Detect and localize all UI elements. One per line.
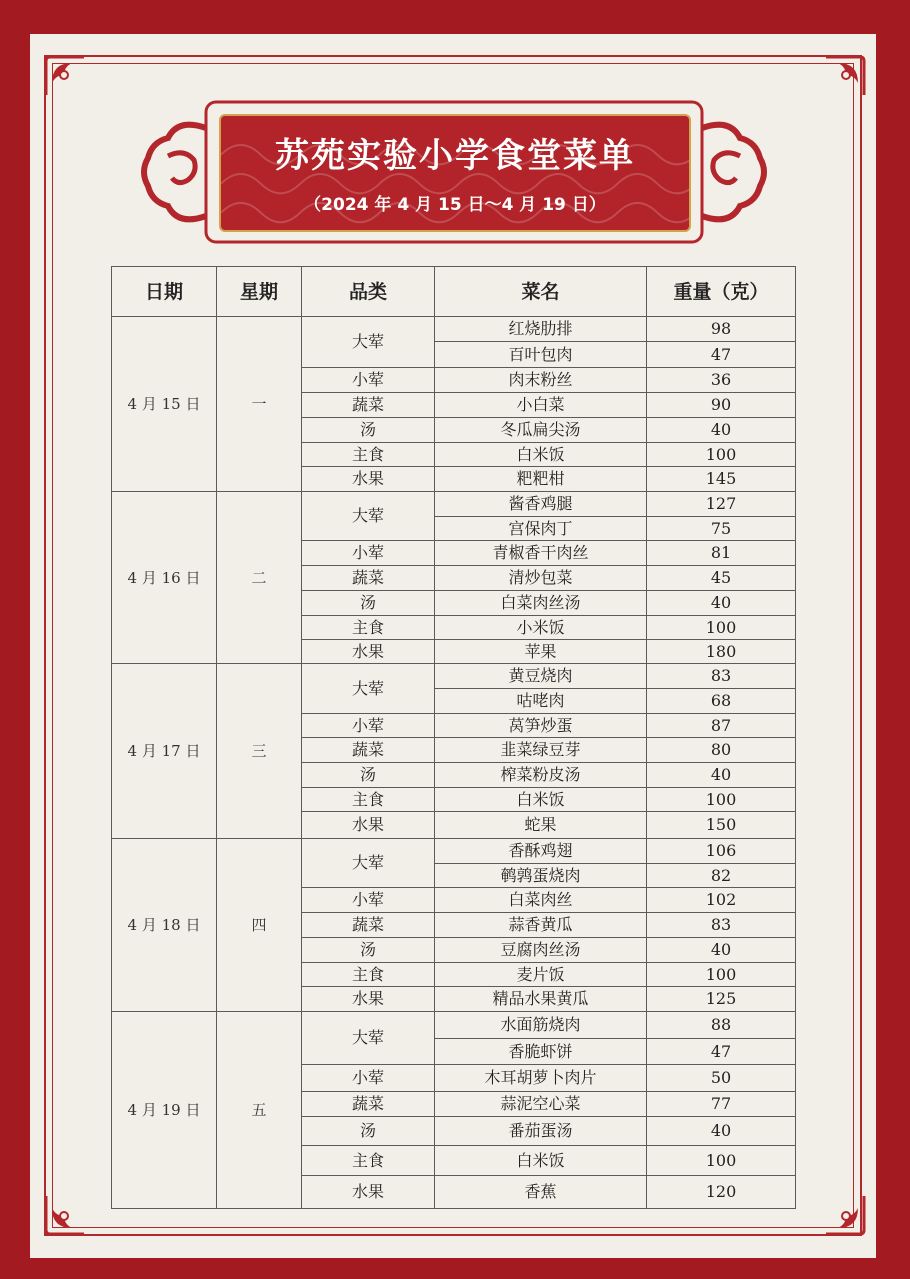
weight-cell: 40 xyxy=(647,591,796,616)
weight-cell: 47 xyxy=(647,1039,796,1065)
category-cell: 汤 xyxy=(302,591,435,616)
dish-cell: 香酥鸡翅 xyxy=(435,839,647,864)
header-weight: 重量（克） xyxy=(647,267,796,317)
page-title: 苏苑实验小学食堂菜单 xyxy=(275,136,635,176)
header-dish: 菜名 xyxy=(435,267,647,317)
weight-cell: 80 xyxy=(647,738,796,763)
weight-cell: 81 xyxy=(647,541,796,566)
weight-cell: 90 xyxy=(647,393,796,418)
category-cell: 水果 xyxy=(302,467,435,492)
weight-cell: 77 xyxy=(647,1092,796,1117)
weekday-cell: 二 xyxy=(217,492,302,664)
weight-cell: 100 xyxy=(647,1146,796,1176)
dish-cell: 蒜泥空心菜 xyxy=(435,1092,647,1117)
weight-cell: 180 xyxy=(647,640,796,664)
weight-cell: 100 xyxy=(647,443,796,467)
category-cell: 水果 xyxy=(302,987,435,1012)
dish-cell: 白菜肉丝 xyxy=(435,888,647,913)
corner-ornament-bottom-left xyxy=(42,1192,88,1238)
weight-cell: 100 xyxy=(647,616,796,640)
category-cell: 汤 xyxy=(302,763,435,788)
weight-cell: 120 xyxy=(647,1176,796,1209)
dish-cell: 鹌鹑蛋烧肉 xyxy=(435,864,647,888)
date-range-subtitle: （2024 年 4 月 15 日～4 月 19 日） xyxy=(304,195,606,215)
date-cell: 4 月 17 日 xyxy=(112,664,217,839)
category-cell: 主食 xyxy=(302,788,435,812)
weight-cell: 75 xyxy=(647,517,796,541)
weight-cell: 100 xyxy=(647,963,796,987)
dish-cell: 清炒包菜 xyxy=(435,566,647,591)
weight-cell: 127 xyxy=(647,492,796,517)
dish-cell: 白菜肉丝汤 xyxy=(435,591,647,616)
category-cell: 蔬菜 xyxy=(302,566,435,591)
menu-table-body xyxy=(112,317,796,1209)
weekday-cell: 四 xyxy=(217,839,302,1012)
title-banner xyxy=(219,114,691,232)
dish-cell: 小白菜 xyxy=(435,393,647,418)
category-cell: 蔬菜 xyxy=(302,393,435,418)
category-cell: 汤 xyxy=(302,418,435,443)
category-cell: 蔬菜 xyxy=(302,738,435,763)
header-category: 品类 xyxy=(302,267,435,317)
table-header-row xyxy=(112,267,796,317)
dish-cell: 香脆虾饼 xyxy=(435,1039,647,1065)
dish-cell: 蛇果 xyxy=(435,812,647,839)
dish-cell: 冬瓜扁尖汤 xyxy=(435,418,647,443)
dish-cell: 香蕉 xyxy=(435,1176,647,1209)
weight-cell: 87 xyxy=(647,714,796,738)
dish-cell: 番茄蛋汤 xyxy=(435,1117,647,1146)
corner-ornament-top-right xyxy=(822,53,868,99)
dish-cell: 木耳胡萝卜肉片 xyxy=(435,1065,647,1092)
weight-cell: 68 xyxy=(647,689,796,714)
weight-cell: 40 xyxy=(647,1117,796,1146)
category-cell: 小荤 xyxy=(302,541,435,566)
dish-cell: 精品水果黄瓜 xyxy=(435,987,647,1012)
dish-cell: 粑粑柑 xyxy=(435,467,647,492)
dish-cell: 白米饭 xyxy=(435,1146,647,1176)
weekday-cell: 一 xyxy=(217,317,302,492)
weight-cell: 40 xyxy=(647,418,796,443)
table-row xyxy=(112,664,796,689)
dish-cell: 宫保肉丁 xyxy=(435,517,647,541)
category-cell: 主食 xyxy=(302,443,435,467)
weight-cell: 88 xyxy=(647,1012,796,1039)
category-cell: 水果 xyxy=(302,1176,435,1209)
category-cell: 大荤 xyxy=(302,492,435,541)
weight-cell: 36 xyxy=(647,368,796,393)
dish-cell: 肉末粉丝 xyxy=(435,368,647,393)
date-cell: 4 月 15 日 xyxy=(112,317,217,492)
category-cell: 大荤 xyxy=(302,664,435,714)
category-cell: 大荤 xyxy=(302,1012,435,1065)
weight-cell: 50 xyxy=(647,1065,796,1092)
dish-cell: 麦片饭 xyxy=(435,963,647,987)
dish-cell: 蒜香黄瓜 xyxy=(435,913,647,938)
dish-cell: 红烧肋排 xyxy=(435,317,647,342)
weight-cell: 102 xyxy=(647,888,796,913)
dish-cell: 百叶包肉 xyxy=(435,342,647,368)
category-cell: 水果 xyxy=(302,640,435,664)
weight-cell: 98 xyxy=(647,317,796,342)
dish-cell: 白米饭 xyxy=(435,788,647,812)
weight-cell: 100 xyxy=(647,788,796,812)
category-cell: 小荤 xyxy=(302,368,435,393)
dish-cell: 韭菜绿豆芽 xyxy=(435,738,647,763)
category-cell: 小荤 xyxy=(302,888,435,913)
category-cell: 主食 xyxy=(302,1146,435,1176)
dish-cell: 豆腐肉丝汤 xyxy=(435,938,647,963)
table-row xyxy=(112,317,796,342)
date-cell: 4 月 16 日 xyxy=(112,492,217,664)
table-row xyxy=(112,1012,796,1039)
category-cell: 小荤 xyxy=(302,714,435,738)
dish-cell: 黄豆烧肉 xyxy=(435,664,647,689)
weight-cell: 125 xyxy=(647,987,796,1012)
header-weekday: 星期 xyxy=(217,267,302,317)
weight-cell: 40 xyxy=(647,938,796,963)
category-cell: 小荤 xyxy=(302,1065,435,1092)
category-cell: 主食 xyxy=(302,616,435,640)
category-cell: 水果 xyxy=(302,812,435,839)
header-date: 日期 xyxy=(112,267,217,317)
category-cell: 大荤 xyxy=(302,317,435,368)
weight-cell: 40 xyxy=(647,763,796,788)
menu-table xyxy=(111,266,796,1209)
weight-cell: 150 xyxy=(647,812,796,839)
corner-ornament-bottom-right xyxy=(822,1192,868,1238)
weight-cell: 106 xyxy=(647,839,796,864)
dish-cell: 莴笋炒蛋 xyxy=(435,714,647,738)
corner-ornament-top-left xyxy=(42,53,88,99)
category-cell: 汤 xyxy=(302,1117,435,1146)
weight-cell: 83 xyxy=(647,913,796,938)
category-cell: 大荤 xyxy=(302,839,435,888)
weight-cell: 47 xyxy=(647,342,796,368)
category-cell: 汤 xyxy=(302,938,435,963)
weight-cell: 82 xyxy=(647,864,796,888)
category-cell: 蔬菜 xyxy=(302,1092,435,1117)
category-cell: 蔬菜 xyxy=(302,913,435,938)
weight-cell: 83 xyxy=(647,664,796,689)
date-cell: 4 月 18 日 xyxy=(112,839,217,1012)
category-cell: 主食 xyxy=(302,963,435,987)
dish-cell: 酱香鸡腿 xyxy=(435,492,647,517)
table-row xyxy=(112,492,796,517)
weekday-cell: 三 xyxy=(217,664,302,839)
date-cell: 4 月 19 日 xyxy=(112,1012,217,1209)
dish-cell: 青椒香干肉丝 xyxy=(435,541,647,566)
dish-cell: 苹果 xyxy=(435,640,647,664)
weight-cell: 45 xyxy=(647,566,796,591)
dish-cell: 水面筋烧肉 xyxy=(435,1012,647,1039)
weight-cell: 145 xyxy=(647,467,796,492)
dish-cell: 小米饭 xyxy=(435,616,647,640)
table-row xyxy=(112,839,796,864)
weekday-cell: 五 xyxy=(217,1012,302,1209)
dish-cell: 榨菜粉皮汤 xyxy=(435,763,647,788)
dish-cell: 白米饭 xyxy=(435,443,647,467)
dish-cell: 咕咾肉 xyxy=(435,689,647,714)
